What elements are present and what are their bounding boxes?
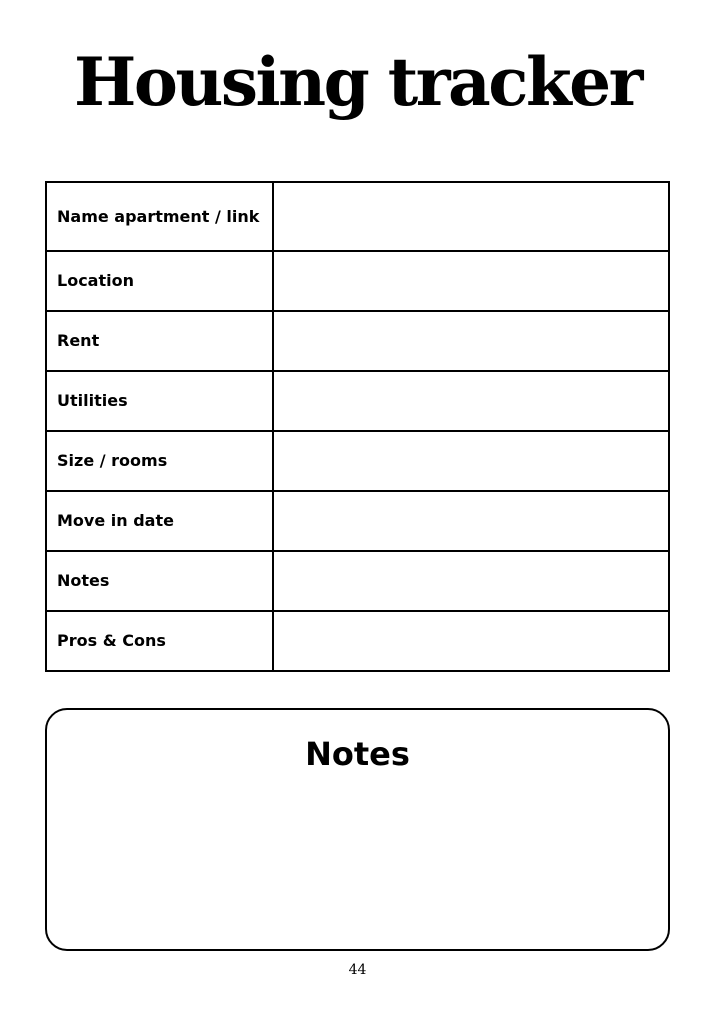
row-label-cell xyxy=(46,182,273,251)
row-label-cell xyxy=(46,491,273,551)
row-label-size-rooms: Size / rooms xyxy=(57,451,168,470)
row-label-notes: Notes xyxy=(57,571,110,590)
notes-title: Notes xyxy=(305,735,410,773)
table-row xyxy=(46,551,669,611)
row-label-cell xyxy=(46,431,273,491)
row-label-cell xyxy=(46,371,273,431)
table-row xyxy=(46,491,669,551)
page-title: Housing tracker xyxy=(74,43,641,121)
row-value-cell-notes[interactable] xyxy=(273,551,669,611)
row-label-cell xyxy=(46,311,273,371)
page-number: 44 xyxy=(348,962,367,978)
row-value-cell-name-apartment[interactable] xyxy=(273,182,669,251)
table-row xyxy=(46,611,669,671)
table-row xyxy=(46,251,669,311)
row-label-cell xyxy=(46,611,273,671)
row-label-pros-cons: Pros & Cons xyxy=(57,631,166,650)
row-value-cell-move-in-date[interactable] xyxy=(273,491,669,551)
row-label-rent: Rent xyxy=(57,331,100,350)
row-value-cell-size-rooms[interactable] xyxy=(273,431,669,491)
table-row xyxy=(46,371,669,431)
housing-tracker-table xyxy=(45,181,670,672)
table-row xyxy=(46,431,669,491)
row-label-move-in-date: Move in date xyxy=(57,511,174,530)
row-value-cell-pros-cons[interactable] xyxy=(273,611,669,671)
notes-box[interactable] xyxy=(45,708,670,951)
row-value-cell-rent[interactable] xyxy=(273,311,669,371)
table-row xyxy=(46,311,669,371)
row-label-cell xyxy=(46,551,273,611)
row-value-cell-utilities[interactable] xyxy=(273,371,669,431)
row-label-utilities: Utilities xyxy=(57,391,128,410)
row-value-cell-location[interactable] xyxy=(273,251,669,311)
table-row xyxy=(46,182,669,251)
row-label-cell xyxy=(46,251,273,311)
row-label-name-apartment: Name apartment / link xyxy=(57,206,260,226)
row-label-location: Location xyxy=(57,271,134,290)
